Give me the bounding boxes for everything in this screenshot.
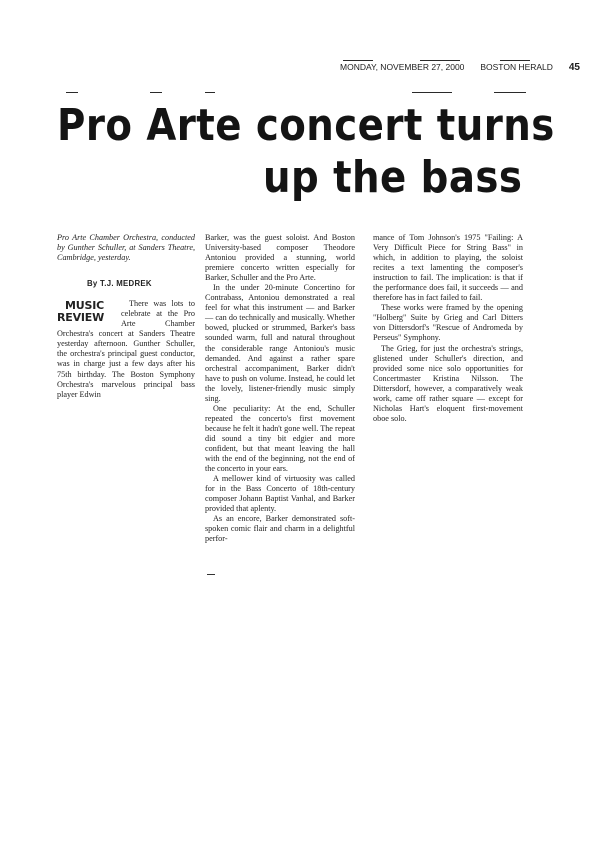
paragraph: One peculiarity: At the end, Schuller repeated the concerto's first movement because he felt it hadn't gone well. The repeat did sound a tiny bit edgier and more confident, but that meant leaving the hall with the end of the beginning, not the end of the concerto in your ears. <box>205 403 355 474</box>
header-rule-3 <box>500 60 530 61</box>
paragraph: mance of Tom Johnson's 1975 "Failing: A Very Difficult Piece for String Bass" in which, in addition to playing, the soloist recites a text lamenting the composer's instruction to fail. The implication: is that if the performance does fail, it succeeds — and therefore has in fact failed to fail. <box>373 233 523 303</box>
paragraph: A mellower kind of virtuosity was called for in the Bass Concerto of 18th-century composer Johann Baptist Vanhal, and Barker provided that aplenty. <box>205 474 355 514</box>
music-review-tag-line-2: REVIEW <box>57 311 105 325</box>
deck-rule-3 <box>205 92 215 93</box>
article-column-2 <box>205 233 355 544</box>
lead-paragraph-text: There was lots to celebrate at the Pro Arte Chamber Orchestra's concert at Sanders Theatre yesterday afternoon. Gunther Schuller, the orchestra's principal guest conductor, was in charge just a few days after his 75th birthday. The Boston Symphony Orchestra's marvelous principal bass player Edwin <box>57 299 195 399</box>
header-rule-1 <box>343 60 373 61</box>
header-paper: BOSTON HERALD <box>480 62 553 72</box>
page-header <box>340 62 580 73</box>
deck-rule-2 <box>150 92 162 93</box>
page-number: 45 <box>568 62 580 73</box>
paragraph: The Grieg, for just the orchestra's strings, glistened under Schuller's direction, and provided some nice solo opportunities for Concertmaster Kristina Nilsson. The Dittersdorf, however, a comparatively weak work, came off rather square — except for Nicholas Hart's eloquent first-movement oboe solo. <box>373 343 523 423</box>
deck-rule-4 <box>412 92 452 93</box>
lead-paragraph <box>57 299 195 399</box>
music-review-tag-line-1: MUSIC <box>65 299 104 313</box>
article-column-3 <box>373 233 523 424</box>
headline-line-1: Pro Arte concert turns <box>57 100 555 151</box>
paragraph: As an encore, Barker demonstrated soft-spoken comic flair and charm in a delightful perfor- <box>205 514 355 544</box>
paragraph: These works were framed by the opening "Holberg" Suite by Grieg and Carl Ditters von Dittersdorf's "Rescue of Andromeda by Perseus" Symphony. <box>373 303 523 343</box>
deck-rule-5 <box>494 92 526 93</box>
article-column-1 <box>57 233 195 400</box>
photo-caption: Pro Arte Chamber Orchestra, conducted by Gunther Schuller, at Sanders Theatre, Cambridge, yesterday. <box>57 233 195 263</box>
byline: By T.J. MEDREK <box>87 279 152 289</box>
headline-line-2: up the bass <box>263 152 523 203</box>
paragraph: In the under 20-minute Concertino for Contrabass, Antoniou demonstrated a real feel for what this instrument — and Barker — can do technically and musically. Whether bowed, plucked or strummed, Barker's bass sounded warm, full and natural throughout the considerable range Antoniou's music demanded. And against a rather spare orchestral accompaniment, Barker didn't have to push on volume. Instead, he could let the lovely, listener-friendly music simply sing. <box>205 283 355 403</box>
deck-rule-1 <box>66 92 78 93</box>
column-end-mark <box>207 574 215 575</box>
header-rule-2 <box>420 60 460 61</box>
music-review-tag <box>57 300 115 324</box>
header-date: MONDAY, NOVEMBER 27, 2000 <box>340 62 465 72</box>
paragraph: Barker, was the guest soloist. And Boston University-based composer Theodore Antoniou provided a stunning, world premiere concerto written especially for Barker, Schuller and the Pro Arte. <box>205 233 355 283</box>
